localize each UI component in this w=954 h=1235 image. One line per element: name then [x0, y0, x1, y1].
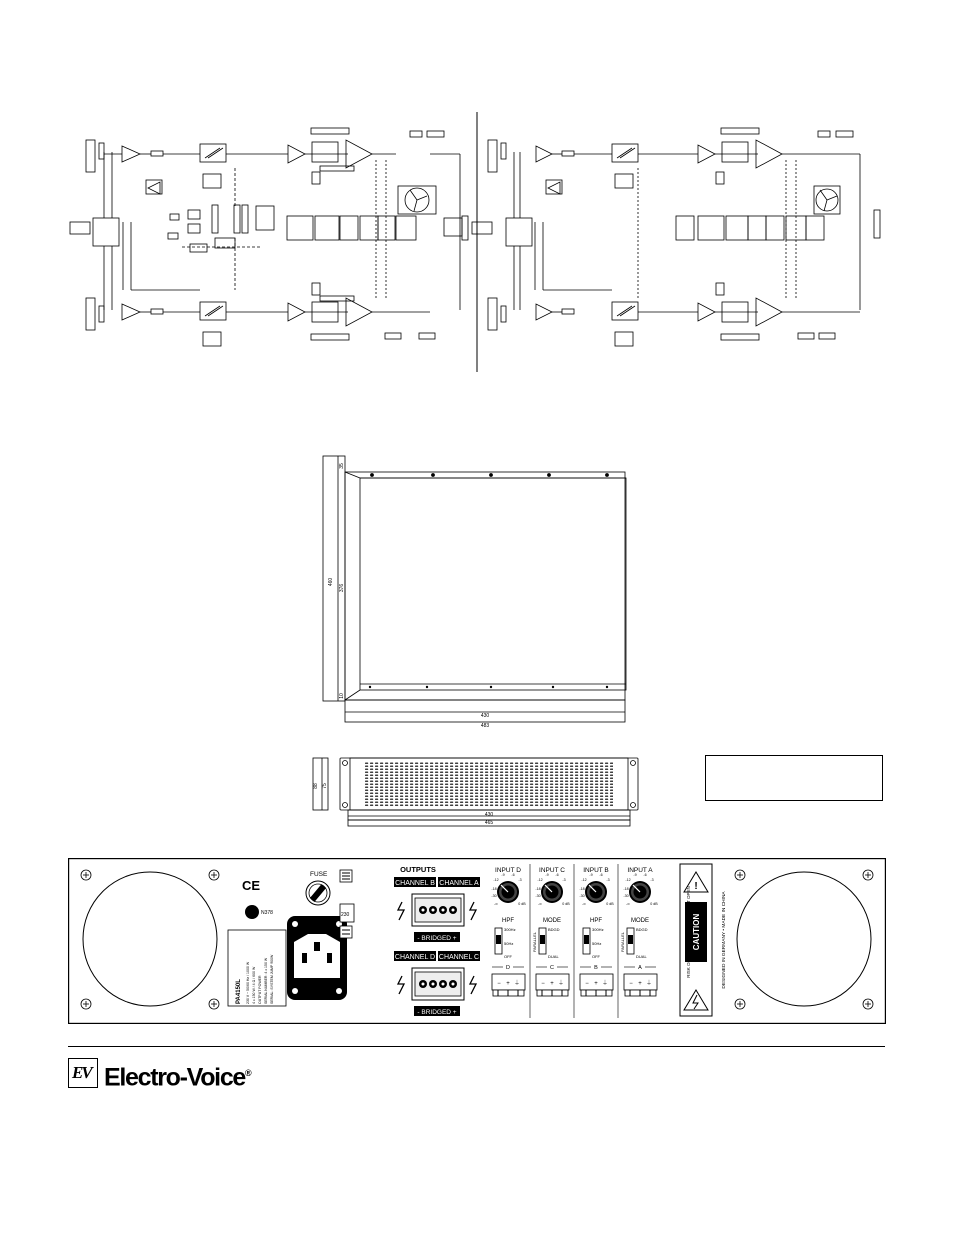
knob-scale-label: -3 [606, 878, 610, 882]
knob-scale-label: 0 dB [562, 902, 570, 906]
registered-mark: ® [245, 1068, 251, 1078]
knob-scale-label: -18 [535, 887, 541, 891]
minus-sign: − [585, 981, 589, 987]
knob-scale-label: -∞ [538, 902, 542, 906]
empty-note-frame [705, 755, 883, 801]
ev-logo-mark: EV [72, 1063, 91, 1082]
ground-icon: ⏚ [513, 981, 521, 987]
knob-scale-label: -12 [493, 878, 499, 882]
bridged-label-cd: - BRIDGED + [417, 1009, 457, 1016]
connector-label: B [594, 965, 598, 971]
level-knob[interactable] [497, 881, 519, 903]
n-mark-icon [245, 905, 259, 919]
switch-handle [540, 935, 545, 944]
ground-icon: ⏚ [645, 981, 653, 987]
dim-width-outer: 483 [480, 723, 490, 729]
ce-mark: CE [242, 878, 261, 893]
speakon-connector-cd[interactable] [412, 968, 464, 1000]
input-label: INPUT D [495, 867, 521, 874]
block-diagrams [0, 0, 954, 380]
switch-option: BDGD [636, 927, 648, 932]
channel-a-label: CHANNEL A [439, 880, 479, 887]
knob-scale-label: -18 [623, 887, 629, 891]
switch-option: DUAL [636, 954, 647, 959]
spec-line: SERIAL NUMBER: 4 x 150 W [264, 957, 268, 1004]
switch-handle [584, 935, 589, 944]
model-label: PA4150L [236, 979, 242, 1004]
plus-sign: + [594, 981, 598, 987]
brand-name [104, 1058, 250, 1092]
switch-option: PARALLEL [620, 932, 625, 952]
knob-scale-label: -9 [633, 873, 637, 877]
switch-handle [496, 935, 501, 944]
fuse-label: FUSE [310, 871, 328, 878]
knob-scale-label: -12 [581, 878, 587, 882]
knob-scale-label: -6 [643, 873, 647, 877]
knob-scale-label: -3 [518, 878, 522, 882]
plus-sign: + [550, 981, 554, 987]
switch-option: BDGD [548, 927, 560, 932]
dim-height-body: 376 [339, 583, 345, 593]
power-inlet[interactable] [287, 916, 347, 1000]
rear-panel [68, 858, 886, 1024]
switch-option: 50Hz [592, 941, 602, 946]
spec-line: SERIAL: SYSTEM JUMP 900W [270, 954, 274, 1004]
switch-option: 50Hz [504, 941, 514, 946]
voltage-selector[interactable] [340, 870, 354, 938]
knob-scale-label: -∞ [626, 902, 630, 906]
knob-scale-label: 0 dB [606, 902, 614, 906]
origin-text: DESIGNED IN GERMANY • MADE IN CHINA [722, 891, 727, 989]
knob-scale-label: -3 [650, 878, 654, 882]
connector-label: D [506, 965, 510, 971]
voltage-label: 230 [341, 912, 350, 918]
front-dim-height-outer: 88 [313, 783, 319, 789]
knob-scale-label: -30 [623, 894, 629, 898]
switch-title: HPF [502, 918, 514, 924]
knob-scale-label: -6 [511, 873, 515, 877]
minus-sign: − [541, 981, 545, 987]
ev-logo [68, 1058, 98, 1088]
level-knob[interactable] [629, 881, 651, 903]
rear-panel-svg [68, 858, 886, 1024]
knob-scale-label: -9 [589, 873, 593, 877]
front-dim-width-inner: 430 [484, 812, 494, 818]
switch-option: OFF [592, 954, 600, 959]
switch-option: OFF [504, 954, 512, 959]
channel-c-label: CHANNEL C [438, 954, 480, 961]
top-view-svg [310, 450, 650, 735]
connector-label: C [550, 965, 554, 971]
channel-b-label: CHANNEL B [395, 880, 435, 887]
exclamation-icon: ! [694, 881, 698, 892]
dim-height-total: 460 [328, 577, 334, 587]
knob-scale-label: -6 [555, 873, 559, 877]
knob-scale-label: -18 [579, 887, 585, 891]
switch-title: MODE [631, 918, 649, 924]
knob-scale-label: 0 dB [518, 902, 526, 906]
input-label: INPUT C [539, 867, 565, 874]
minus-sign: − [629, 981, 633, 987]
switch-option: PARALLEL [532, 932, 537, 952]
ground-icon: ⏚ [601, 981, 609, 987]
caution-title: CAUTION [692, 913, 701, 951]
knob-scale-label: -∞ [582, 902, 586, 906]
knob-scale-label: -12 [537, 878, 543, 882]
knob-scale-label: -∞ [494, 902, 498, 906]
knob-scale-label: -6 [599, 873, 603, 877]
channel-d-label: CHANNEL D [394, 954, 436, 961]
knob-scale-label: -9 [545, 873, 549, 877]
level-knob[interactable] [541, 881, 563, 903]
knob-scale-label: -9 [501, 873, 505, 877]
connector-label: A [638, 965, 642, 971]
n-mark-label: N378 [261, 910, 273, 916]
spec-line: 230 V ~ 50/60 Hz / 1000 W [246, 961, 250, 1004]
switch-handle [628, 935, 633, 944]
knob-scale-label: -30 [579, 894, 585, 898]
speakon-connector-ab[interactable] [412, 894, 464, 926]
switch-title: MODE [543, 918, 561, 924]
knob-scale-label: -3 [562, 878, 566, 882]
switch-title: HPF [590, 918, 602, 924]
minus-sign: − [497, 981, 501, 987]
spec-line: 4 x 150 W / 4 Ω / 600 W [252, 966, 256, 1004]
block-diagram-svg [0, 0, 954, 380]
top-view-drawing [310, 450, 650, 735]
caution-text: RISK OF ELECTRIC SHOCK DO NOT OPEN [686, 886, 691, 978]
knob-scale-label: -30 [535, 894, 541, 898]
input-label: INPUT B [583, 867, 609, 874]
brand-logo-text: Electro-Voice [104, 1063, 246, 1092]
input-label: INPUT A [627, 867, 653, 874]
front-dim-height-inner: 75 [322, 783, 328, 789]
knob-scale-label: 0 dB [650, 902, 658, 906]
spec-line: OUTPUT POWER [258, 975, 262, 1004]
outputs-label: OUTPUTS [400, 865, 436, 874]
knob-scale-label: -30 [491, 894, 497, 898]
knob-scale-label: -18 [491, 887, 497, 891]
switch-option: 300Hz [592, 927, 604, 932]
bridged-label-ab: - BRIDGED + [417, 935, 457, 942]
dim-height-bottom: 10 [339, 693, 345, 699]
dim-width-inner: 430 [480, 713, 490, 719]
dim-height-top: 35 [339, 463, 345, 469]
front-view-svg [310, 750, 650, 830]
front-dim-width-outer: 465 [484, 820, 494, 826]
knob-scale-label: -12 [625, 878, 631, 882]
switch-option: 300Hz [504, 927, 516, 932]
switch-option: DUAL [548, 954, 559, 959]
ground-icon: ⏚ [557, 981, 565, 987]
fuse-holder[interactable] [306, 881, 330, 905]
level-knob[interactable] [585, 881, 607, 903]
plus-sign: + [638, 981, 642, 987]
front-view-drawing [310, 750, 650, 830]
plus-sign: + [506, 981, 510, 987]
footer-rule [68, 1046, 885, 1047]
